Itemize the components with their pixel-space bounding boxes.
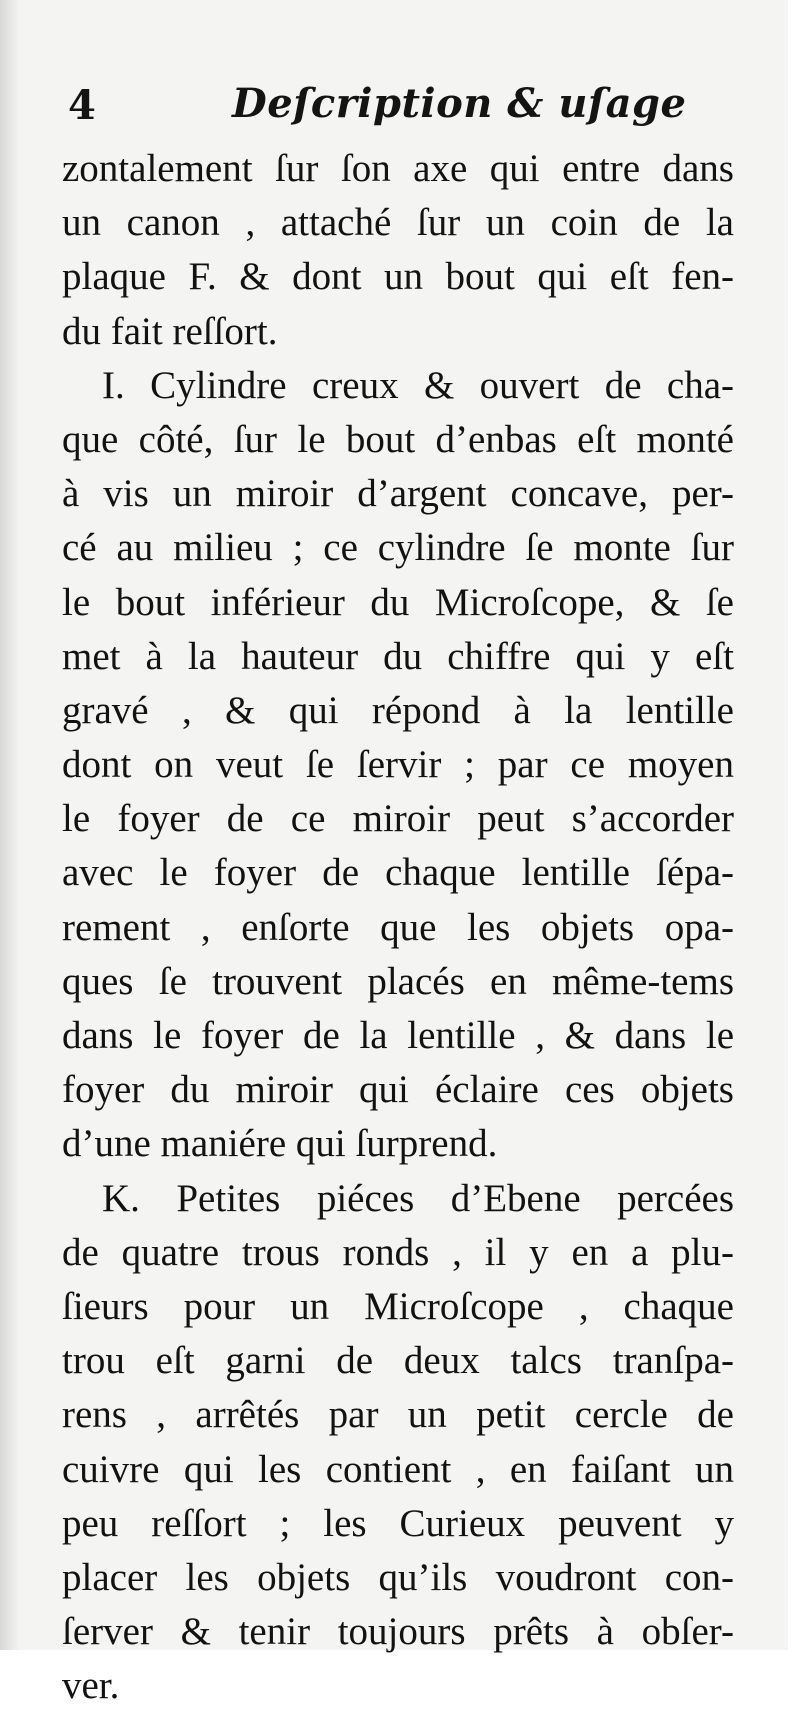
text-line: un canon , attaché ſur un coin de la	[62, 201, 734, 245]
text-line: ques ſe trouvent placés en même-tems	[62, 959, 734, 1003]
text-line: cuivre qui les contient , en faiſant un	[62, 1447, 734, 1491]
text-line: ſieurs pour un Microſcope , chaque	[62, 1284, 734, 1328]
body-text	[62, 142, 734, 1713]
text-line-paragraph-i: I. Cylindre creux & ouvert de cha-	[102, 363, 734, 407]
page-number: 4	[68, 82, 96, 129]
text-line: le foyer de ce miroir peut s’accorder	[62, 797, 734, 841]
text-line: rement , enſorte que les objets opa-	[62, 905, 734, 949]
text-line: placer les objets qu’ils voudront con-	[62, 1555, 734, 1599]
text-line-paragraph-k: K. Petites piéces d’Ebene percées	[102, 1176, 734, 1220]
text-line: rens , arrêtés par un petit cercle de	[62, 1393, 734, 1437]
page-gutter-shadow	[0, 0, 18, 1650]
page-header	[62, 78, 762, 138]
text-line: ver.	[62, 1664, 120, 1708]
text-line: dont on veut ſe ſervir ; par ce moyen	[62, 743, 734, 787]
text-line: le bout inférieur du Microſcope, & ſe	[62, 580, 734, 624]
text-line: dans le foyer de la lentille , & dans le	[62, 1014, 734, 1057]
text-line: plaque F. & dont un bout qui eſt fen-	[62, 255, 734, 299]
text-line: zontalement ſur ſon axe qui entre dans	[62, 147, 734, 190]
text-line: ſerver & tenir toujours prêts à obſer-	[62, 1610, 734, 1654]
text-line: de quatre trous ronds , il y en a plu-	[62, 1230, 734, 1274]
text-line: à vis un miroir d’argent concave, per-	[62, 472, 734, 516]
text-line: cé au milieu ; ce cylindre ſe monte ſur	[62, 526, 734, 570]
text-line: foyer du miroir qui éclaire ces objets	[62, 1068, 734, 1112]
text-line: avec le foyer de chaque lentille ſépa-	[62, 851, 734, 895]
text-line: d’une maniére qui ſurprend.	[62, 1122, 498, 1166]
text-line: met à la hauteur du chiffre qui y eſt	[62, 634, 734, 678]
page-right-margin	[788, 0, 800, 1650]
text-line: du fait reſſort.	[62, 309, 278, 353]
text-line: gravé , & qui répond à la lentille	[62, 688, 734, 732]
text-line: trou eſt garni de deux talcs tranſpa-	[62, 1339, 734, 1383]
text-line: peu reſſort ; les Curieux peuvent y	[62, 1501, 734, 1545]
text-line: que côté, ſur le bout d’enbas eſt monté	[62, 417, 734, 461]
running-head: Deſcription & uſage	[232, 80, 687, 127]
